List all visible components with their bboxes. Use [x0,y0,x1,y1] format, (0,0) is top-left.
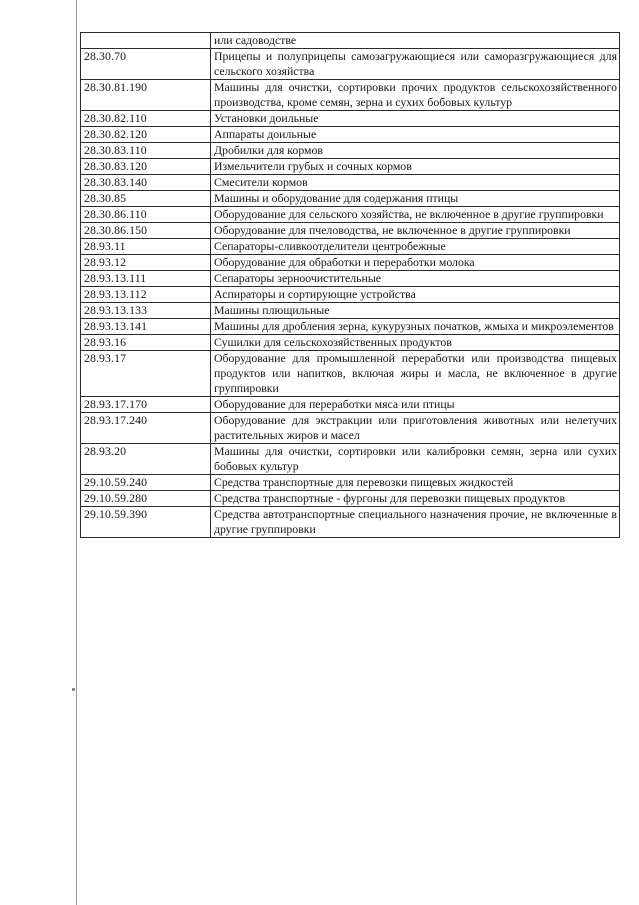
table-row [81,335,620,351]
code-cell: 28.93.11 [81,239,211,255]
description-cell: Прицепы и полуприцепы самозагружающиеся или саморазгружающиеся для сельского хозяйства [211,49,620,80]
page-margin-mark [72,688,75,691]
code-cell: 28.93.13.133 [81,303,211,319]
description-cell: или садоводстве [211,33,620,49]
code-cell: 29.10.59.240 [81,475,211,491]
table-row [81,207,620,223]
description-cell: Аппараты доильные [211,127,620,143]
description-cell: Машины для дробления зерна, кукурузных початков, жмыха и микроэлементов [211,319,620,335]
table-row [81,351,620,397]
code-cell: 28.93.17 [81,351,211,397]
code-cell: 28.30.83.110 [81,143,211,159]
code-cell: 28.30.82.110 [81,111,211,127]
description-cell: Машины плющильные [211,303,620,319]
description-cell: Средства автотранспортные специального назначения прочие, не включенные в другие группировки [211,507,620,538]
table-row [81,239,620,255]
description-cell: Машины и оборудование для содержания птицы [211,191,620,207]
table-row [81,175,620,191]
okpd-code-table [80,32,620,538]
description-cell: Сепараторы зерноочистительные [211,271,620,287]
code-cell: 28.93.13.111 [81,271,211,287]
description-cell: Оборудование для переработки мяса или птицы [211,397,620,413]
code-cell: 28.30.86.150 [81,223,211,239]
code-cell: 28.30.83.120 [81,159,211,175]
table-row [81,475,620,491]
code-cell: 28.93.16 [81,335,211,351]
table-row [81,491,620,507]
code-cell: 28.30.83.140 [81,175,211,191]
description-cell: Оборудование для пчеловодства, не включенное в другие группировки [211,223,620,239]
page-margin-line [76,0,77,905]
table-row [81,397,620,413]
code-cell: 28.93.17.240 [81,413,211,444]
code-cell: 29.10.59.390 [81,507,211,538]
code-cell: 28.93.13.112 [81,287,211,303]
table-row [81,444,620,475]
description-cell: Сушилки для сельскохозяйственных продуктов [211,335,620,351]
description-cell: Дробилки для кормов [211,143,620,159]
table-row [81,287,620,303]
description-cell: Установки доильные [211,111,620,127]
table-row [81,303,620,319]
table-row [81,413,620,444]
table-row [81,271,620,287]
description-cell: Средства транспортные - фургоны для перевозки пищевых продуктов [211,491,620,507]
code-cell: 28.30.70 [81,49,211,80]
table-row [81,111,620,127]
code-cell: 28.93.17.170 [81,397,211,413]
code-cell: 28.93.12 [81,255,211,271]
code-cell: 29.10.59.280 [81,491,211,507]
description-cell: Смесители кормов [211,175,620,191]
code-cell: 28.30.85 [81,191,211,207]
code-cell: 28.93.20 [81,444,211,475]
description-cell: Сепараторы-сливкоотделители центробежные [211,239,620,255]
description-cell: Оборудование для экстракции или приготовления животных или нелетучих растительных жиров и масел [211,413,620,444]
table-row [81,143,620,159]
code-cell: 28.30.86.110 [81,207,211,223]
code-cell: 28.30.82.120 [81,127,211,143]
code-cell: 28.30.81.190 [81,80,211,111]
table-row [81,255,620,271]
table-row [81,191,620,207]
description-cell: Измельчители грубых и сочных кормов [211,159,620,175]
table-row-continuation [81,33,620,49]
description-cell: Оборудование для промышленной переработки или производства пищевых продуктов или напитков, включая жиры и масла, не включенное в другие группировки [211,351,620,397]
table-row [81,223,620,239]
description-cell: Оборудование для обработки и переработки молока [211,255,620,271]
description-cell: Машины для очистки, сортировки прочих продуктов сельскохозяйственного производства, кроме семян, зерна и сухих бобовых культур [211,80,620,111]
description-cell: Оборудование для сельского хозяйства, не включенное в другие группировки [211,207,620,223]
table-row [81,507,620,538]
description-cell: Машины для очистки, сортировки или калибровки семян, зерна или сухих бобовых культур [211,444,620,475]
table-row [81,127,620,143]
table-row [81,49,620,80]
description-cell: Средства транспортные для перевозки пищевых жидкостей [211,475,620,491]
code-cell [81,33,211,49]
table-body [81,33,620,538]
description-cell: Аспираторы и сортирующие устройства [211,287,620,303]
table-row [81,80,620,111]
table-row [81,159,620,175]
code-cell: 28.93.13.141 [81,319,211,335]
table-row [81,319,620,335]
